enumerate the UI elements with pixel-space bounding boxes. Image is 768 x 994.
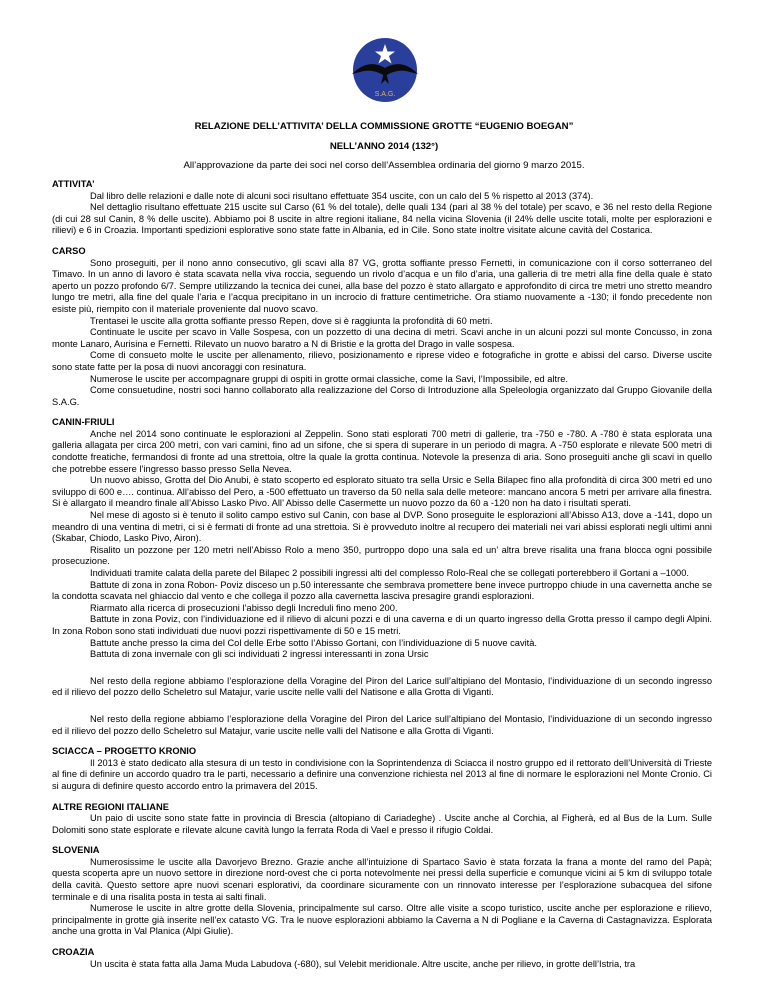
paragraph: Trentasei le uscite alla grotta soffiante presso Repen, dove si è raggiunta la profondità di 60 metri. [90, 315, 493, 326]
section-heading-altre-regioni: ALTRE REGIONI ITALIANE [52, 801, 169, 812]
paragraph: Nel resto della regione abbiamo l’esplorazione della Voragine del Piron del Larice sull’altipiano del Montasio, l’individuazione di un secondo ingresso ed il rilievo del pozzo dello Scheletro sul Matajur, varie uscite nelle valli del Natisone e alla Grotta di Viganti. [52, 713, 712, 736]
paragraph: Numerosissime le uscite alla Davorjevo Brezno. Grazie anche all’intuizione di Spartaco Savio è stata forzata la frana a monte del ramo del Papà; questa scoperta apre un nuovo settore in direzione nord-ovest che ci porta notevolmente nei pressi della superficie e comunque vicini ai 5 km di sviluppo totale della cavità. Questo settore apre nuovi scenari esplorativi, da coordinare sicuramente con un rinnovato interesse per l’esplorazione subacquea del sifone terminale e di una risalita posta in testa ai salti finali. [52, 856, 712, 902]
paragraph: Un nuovo abisso, Grotta del Dio Anubi, è stato scoperto ed esplorato situato tra sella Ursic e Sella Bilapec fino alla profondità di circa 300 metri ed uno sviluppo di 600 e…. continua. All’abisso del Pero, a -500 effettuato un traverso da 50 nella sala delle meteore: mancano ancora 5 metri per arrivare alla finestra. Si è allargato il meandro finale all’Abisso Lasko Pivo. All’ Abisso delle Casermette un nuovo pozzo da 60 a -120 non ha dato i risultati sperati. [52, 475, 712, 509]
report-intro: All’approvazione da parte dei soci nel corso dell’Assemblea ordinaria del giorno 9 marzo 2015. [183, 160, 585, 171]
paragraph: Come di consueto molte le uscite per allenamento, rilievo, posizionamento e riprese video e fotografiche in grotte e abissi del carso. Diverse uscite sono state fatte per la posa di nuovi ancoraggi con resinatura. [52, 350, 712, 372]
paragraph: Un paio di uscite sono state fatte in provincia di Brescia (altopiano di Cariadeghe) . Uscite anche al Corchia, al Figherà, ed al Bus de la Lum. Sulle Dolomiti sono state esplorate e rilevate alcune cavità lungo la ferrata Roda di Vael e presso il rifugio Coldai. [52, 813, 712, 835]
paragraph: Riarmato alla ricerca di prosecuzioni l’abisso degli Increduli fino meno 200. [90, 602, 398, 613]
section-heading-slovenia: SLOVENIA [52, 845, 100, 856]
paragraph: Battute anche presso la cima del Col delle Erbe sotto l’Abisso Gortani, con l’individuazione di 5 nuove cavità. [90, 637, 538, 648]
paragraph: Il 2013 è stato dedicato alla stesura di un testo in condivisione con la Soprintendenza di Sciacca il nostro gruppo ed il rettorato dell’Università di Trieste al fine di definire un accordo quadro tra le parti, necessario a definire una convenzione richiesta nel 2013 al fine di normare le esplorazioni nel Monte Cronio. Ci si augura di definire questo accordo entro la primavera del 2015. [52, 757, 712, 791]
paragraph: Numerose le uscite per accompagnare gruppi di ospiti in grotte ormai classiche, come la Savi, l’Impossibile, ed altre. [90, 373, 568, 384]
paragraph: Numerose le uscite in altre grotte della Slovenia, principalmente sul carso. Oltre alle visite a scopo turistico, uscite anche per esplorazione e rilievo, principalmente in grotte già inserite nell’ex catasto VG. Tra le nuove esplorazioni abbiamo la Caverna a N di Pogliane e la Caverna di Castagnavizza. Esplorata anche una grotta in Val Planica (Alpi Giulie). [52, 903, 712, 937]
logo-text: S.A.G. [374, 91, 396, 98]
paragraph: Anche nel 2014 sono continuate le esplorazioni al Zeppelin. Sono stati esplorati 700 metri di gallerie, tra -750 e -780. A -780 è stata esplorata una galleria allagata per circa 200 metri, con vari camini, fino ad un sifone, che si spera di superare in un periodo di magra. A -750 esplorate e rilevate 500 metri di condotte freatiche, fermandosi di fronte ad una strettoia, oltre la quale la grotta continua. Notevole la presenza di aria. Sono proseguiti anche gli scavi in quello che potrebbe essere l’ingresso basso presso Sella Nevea. [52, 428, 712, 474]
paragraph: Nel dettaglio risultano effettuate 215 uscite sul Carso (61 % del totale), delle quali 134 (pari al 38 % del totale) per scavo, e 36 nel resto della Regione (di cui 28 sul Canin, 8 % delle uscite). Abbiamo poi 8 uscite in altre regioni italiane, 84 nella vicina Slovenia (il 24% delle uscite totali, molte per esplorazioni e rilievi) e 6 in Croazia. Importanti spedizioni esplorative sono state fatte in Albania, ed in Cile. Sono state inoltre visitate alcune cavità del Costarica. [52, 202, 712, 236]
eagle-star-logo-icon [346, 36, 424, 104]
section-heading-canin: CANIN-FRIULI [52, 417, 115, 428]
paragraph: Nel resto della regione abbiamo l’esplorazione della Voragine del Piron del Larice sull’altipiano del Montasio, l’individuazione di un secondo ingresso ed il rilievo del pozzo dello Scheletro sul Matajur, varie uscite nelle valli del Natisone e alla Grotta di Viganti. [52, 675, 712, 698]
report-title: RELAZIONE DELL’ATTIVITA’ DELLA COMMISSIONE GROTTE “EUGENIO BOEGAN” [194, 121, 574, 132]
section-heading-croazia: CROAZIA [52, 947, 95, 958]
paragraph: Individuati tramite calata della parete del Bilapec 2 possibili ingressi alti del complesso Rolo-Real che se collegati porterebbero il Gortani a –1000. [90, 568, 689, 578]
paragraph: Battuta di zona invernale con gli sci individuati 2 ingressi interessanti in zona Ursic [90, 649, 429, 660]
report-subtitle: NELL’ANNO 2014 (132°) [329, 141, 439, 152]
paragraph: Un uscita è stata fatta alla Jama Muda Labudova (-680), sul Velebit meridionale. Altre uscite, anche per rilievo, in grotte dell’Istria, tra [90, 958, 636, 969]
section-heading-attivita: ATTIVITA’ [52, 179, 95, 189]
paragraph: Risalito un pozzone per 120 metri nell’Abisso Rolo a meno 350, purtroppo dopo una sala ed un’ altra breve risalita una frana blocca ogni possibile prosecuzione. [52, 544, 712, 567]
paragraph: Battute di zona in zona Robon- Poviz disceso un p.50 interessante che sembrava promettere bene invece purtroppo chiude in una cavernetta anche se la condotta scavata nel ghiaccio dal vento e che collega il pozzo alla cavernetta lasciva presagire grandi esplorazioni. [52, 579, 712, 602]
section-heading-carso: CARSO [52, 245, 86, 256]
society-logo [346, 36, 424, 104]
paragraph: Continuate le uscite per scavo in Valle Sospesa, con un pozzetto di una decina di metri. Scavi anche in un alcuni pozzi sul monte Concusso, in zona monte Lanaro, Aurisina e Fernetti. Rilevato un nuovo baratro a N di Bristie e la grotta del Drago in valle sospesa. [52, 327, 712, 349]
section-heading-sciacca: SCIACCA – PROGETTO KRONIO [52, 746, 197, 757]
paragraph: Come consuetudine, nostri soci hanno collaborato alla realizzazione del Corso di Introduzione alla Speleologia organizzato dal Gruppo Giovanile della S.A.G. [52, 385, 712, 407]
paragraph: Dal libro delle relazioni e dalle note di alcuni soci risultano effettuate 354 uscite, con un calo del 5 % rispetto al 2013 (374). [90, 190, 594, 201]
paragraph: Nel mese di agosto si è tenuto il solito campo estivo sul Canin, con base al DVP. Sono proseguite le esplorazioni all’Abisso A13, dove a -141, dopo un meandro di una ventina di metri, ci si è fermati di fronte ad una strettoia. Si è provveduto inoltre al recupero dei materiali nei vari abissi esplorati negli ultimi anni (Skabar, Chiodo, Lasko Pivo, Airon). [52, 510, 712, 544]
paragraph: Battute in zona Poviz, con l’individuazione ed il rilievo di alcuni pozzi e di una caverna e di un quarto ingresso della Grotta presso il campo degli Alpini. In zona Robon sono stati individuati due nuovi pozzi rispettivamente di 50 e 15 metri. [52, 614, 712, 636]
paragraph: Sono proseguiti, per il nono anno consecutivo, gli scavi alla 87 VG, grotta soffiante presso Fernetti, in comunicazione con il corso sotterraneo del Timavo. In un anno di lavoro è stata scavata nella viva roccia, seguendo un rivolo d’acqua e un filo d’aria, una galleria di tre metri alla fine della quale è stato aperto un pozzo profondo 6/7. Sempre utilizzando la tecnica dei cunei, alla base del pozzo è stato allargato e approfondito di circa tre metri uno stretto meandro lungo tre metri, alla fine del quale l’aria e l’acqua precipitano in un incrocio di fratture centimetriche. Ora stiamo nuovamente a -130; il fondo precedente non esiste più, riempito con il materiale proveniente dal nuovo scavo. [52, 257, 712, 314]
report-body [52, 179, 712, 970]
